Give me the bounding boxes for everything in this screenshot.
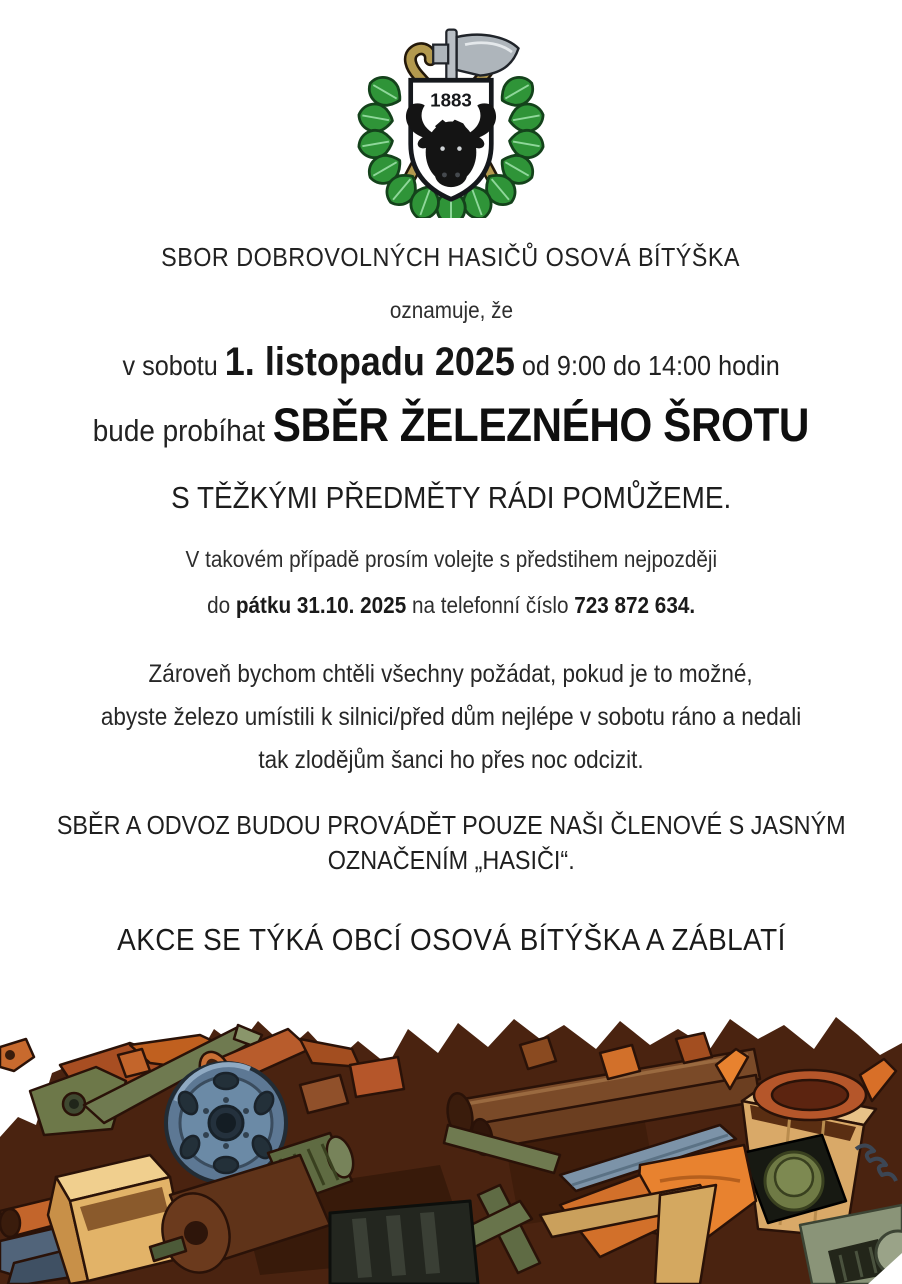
event-date: 1. listopadu 2025 bbox=[224, 340, 515, 384]
event-title: SBĚR ŽELEZNÉHO ŠROTU bbox=[272, 398, 810, 451]
request-line-2: abyste železo umístili k silnici/před dům nejlépe v sobotu ráno a nedali bbox=[100, 703, 802, 731]
event-date-line bbox=[0, 340, 902, 385]
event-title-line bbox=[0, 397, 902, 452]
deadline-line bbox=[0, 592, 902, 619]
deadline-prefix: do bbox=[207, 592, 236, 618]
crew-line-2: OZNAČENÍM „HASIČI“. bbox=[327, 845, 575, 875]
call-ahead-line: V takovém případě prosím volejte s předstihem nejpozději bbox=[185, 546, 717, 572]
request-line-3: tak zlodějům šanci ho přes noc odcizit. bbox=[258, 746, 644, 774]
crew-line-1: SBĚR A ODVOZ BUDOU PROVÁDĚT POUZE NAŠI ČLENOVÉ S JASNÝM bbox=[56, 810, 846, 840]
scrap-pile-icon bbox=[0, 1005, 902, 1284]
request-paragraph bbox=[0, 653, 902, 782]
crew-note bbox=[0, 808, 902, 878]
crest-block bbox=[0, 0, 902, 218]
date-prefix: v sobotu bbox=[122, 350, 225, 381]
crest-year: 1883 bbox=[430, 89, 472, 111]
announce-line: oznamuje, že bbox=[389, 297, 513, 323]
deadline-middle: na telefonní číslo bbox=[406, 592, 575, 618]
request-line-1: Zároveň bychom chtěli všechny požádat, pokud je to možné, bbox=[148, 660, 754, 688]
fire-brigade-crest-icon bbox=[343, 24, 559, 218]
coverage-line: AKCE SE TÝKÁ OBCÍ OSOVÁ BÍTÝŠKA A ZÁBLATÍ bbox=[116, 922, 786, 957]
organization-name: SBOR DOBROVOLNÝCH HASIČŮ OSOVÁ BÍTÝŠKA bbox=[161, 242, 741, 272]
phone-number: 723 872 634. bbox=[574, 592, 695, 618]
scrap-pile-illustration bbox=[0, 1005, 902, 1284]
deadline-date: pátku 31.10. 2025 bbox=[235, 592, 407, 618]
date-suffix: od 9:00 do 14:00 hodin bbox=[514, 350, 780, 381]
heavy-items-line: S TĚŽKÝMI PŘEDMĚTY RÁDI POMŮŽEME. bbox=[170, 480, 732, 515]
event-prefix: bude probíhat bbox=[92, 413, 273, 448]
